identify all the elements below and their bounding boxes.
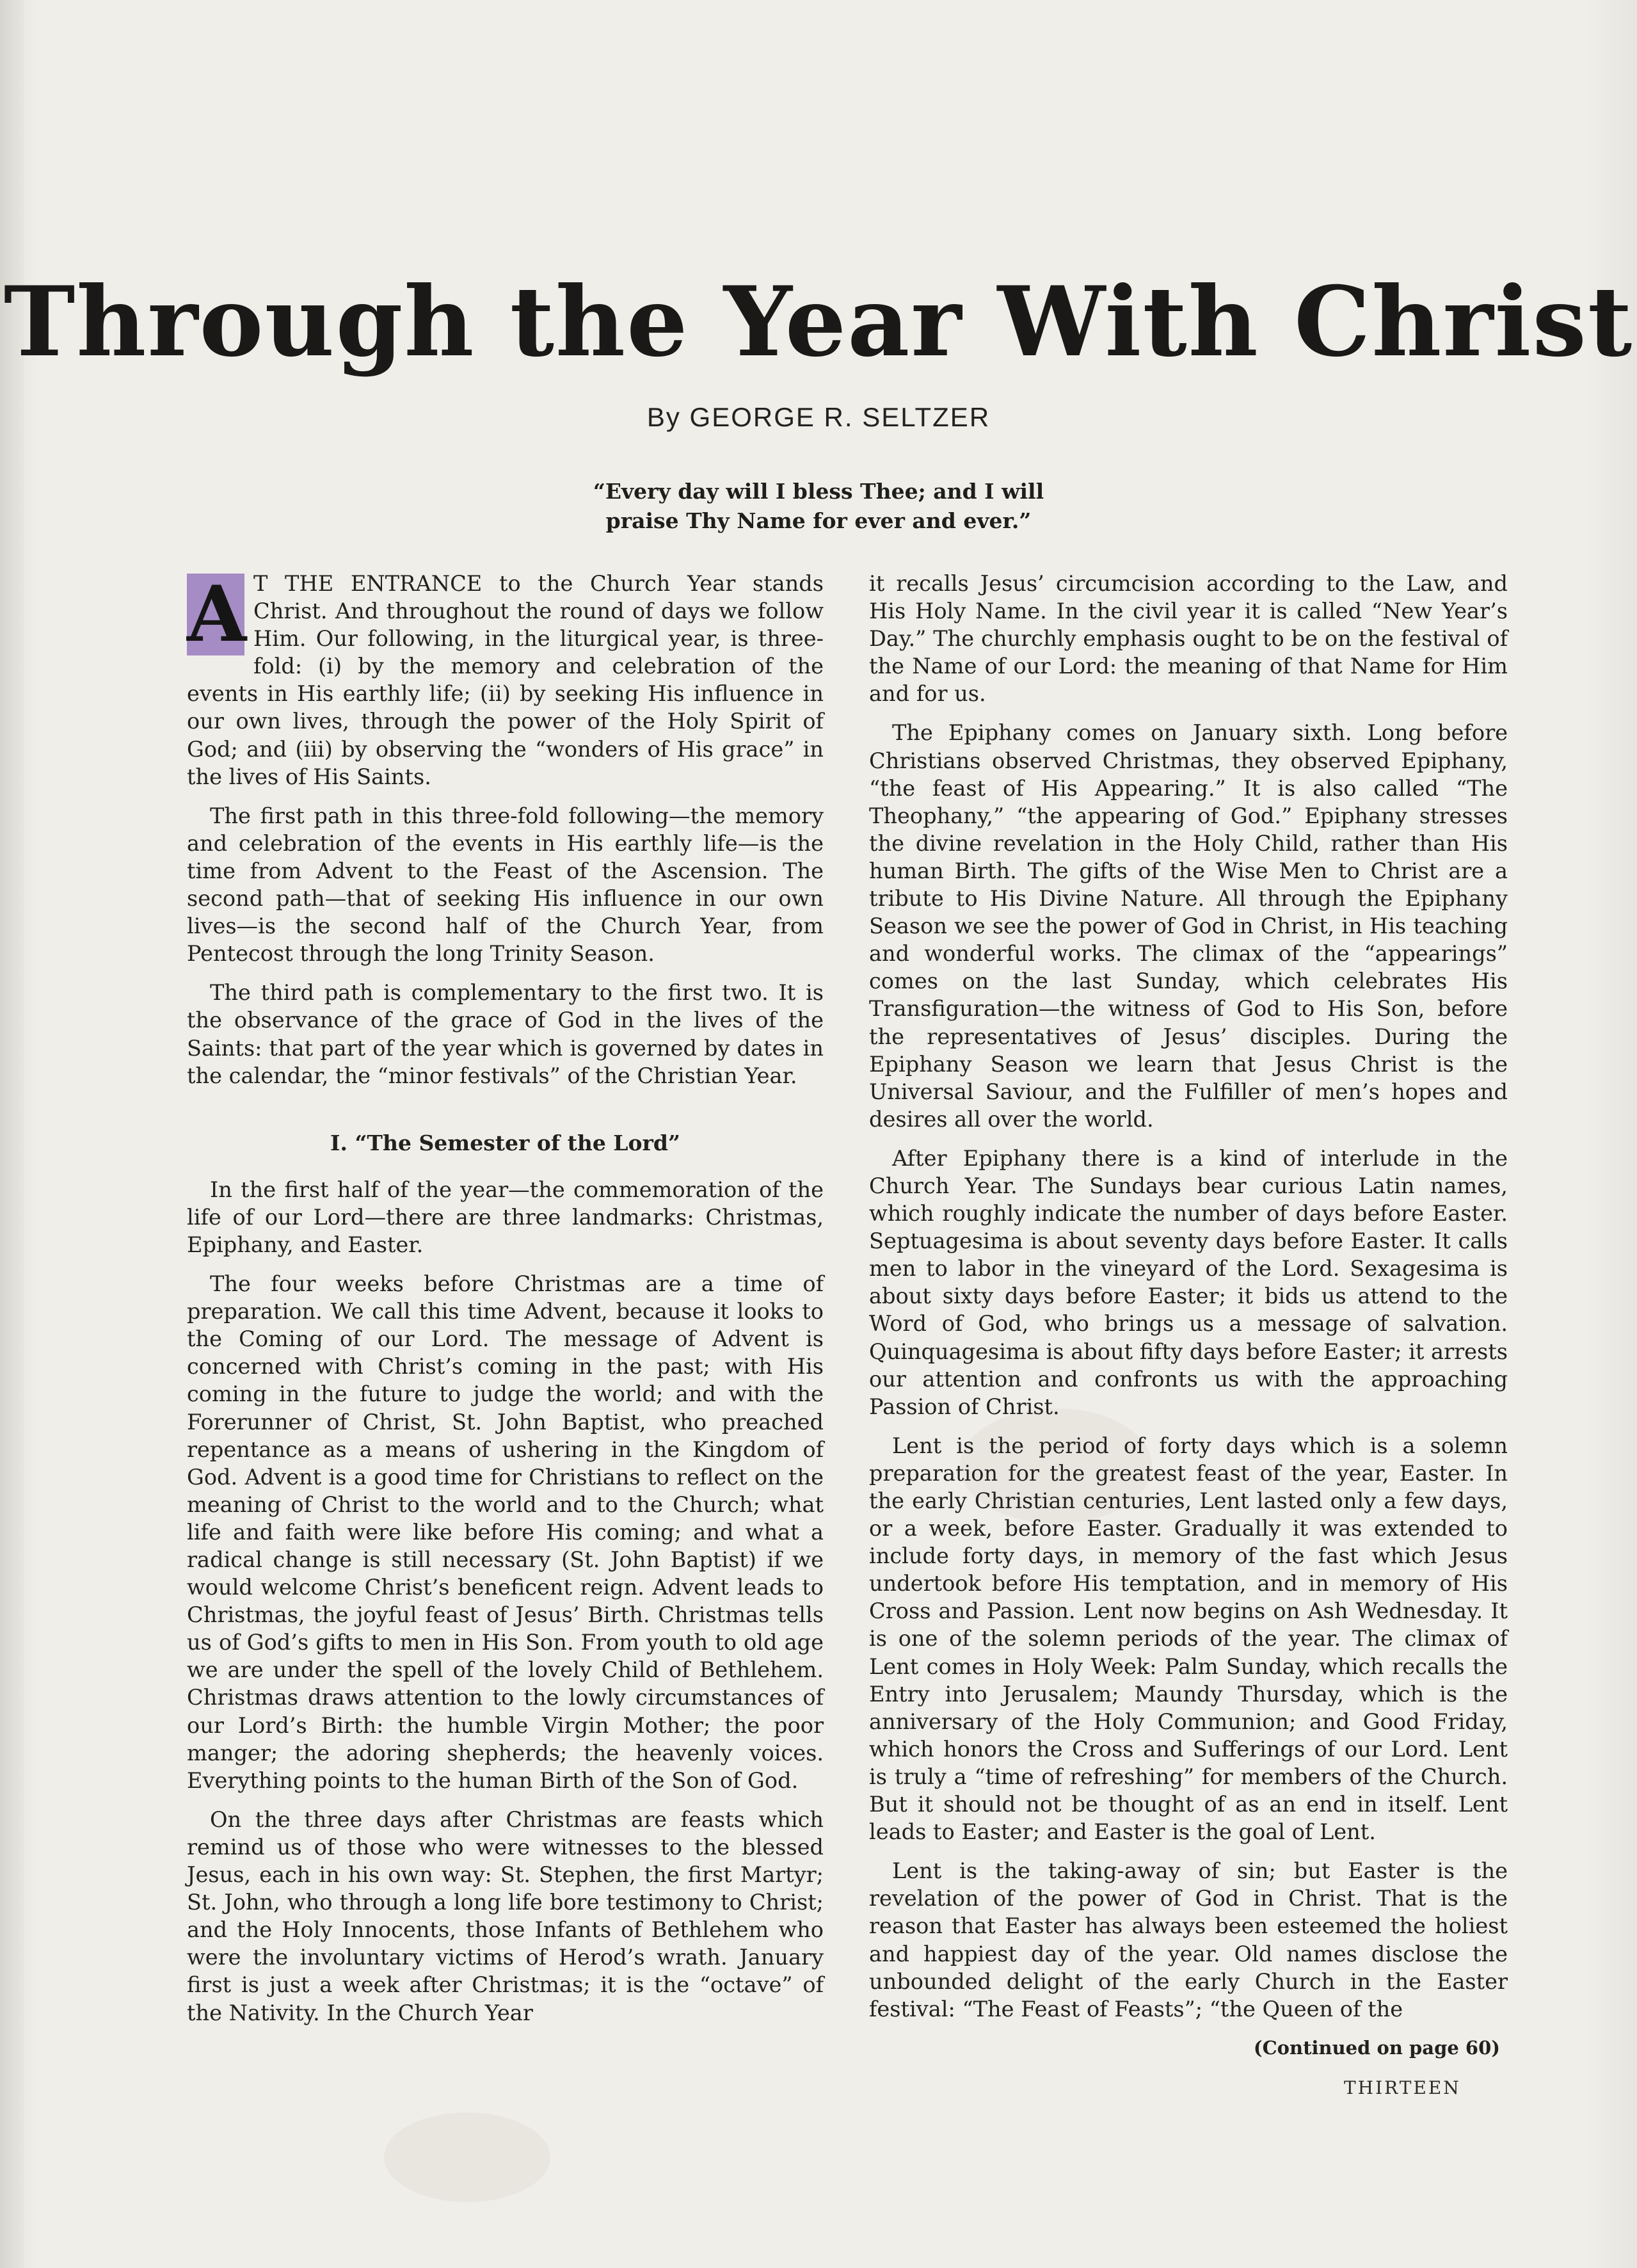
paragraph xyxy=(187,570,824,791)
epigraph-line: praise Thy Name for ever and ever.” xyxy=(605,508,1032,533)
article-byline: By GEORGE R. SELTZER xyxy=(646,402,991,432)
paragraph: Lent is the taking-away of sin; but Easter is the revelation of the power of God in Christ. That is the reason that Easter has always been esteemed the holiest and happiest day of the year. Old names disclose the unbounded delight of the early Church in the Easter festival: “The Feast of Feasts”; “the Queen of the xyxy=(869,1858,1508,2022)
paragraph: The third path is complementary to the first two. It is the observance of the grace of God in the lives of the Saints: that part of the year which is governed by dates in the calendar, the “minor festivals” of the Christian Year. xyxy=(187,980,824,1088)
article-title: Through the Year With Christ xyxy=(3,266,1634,378)
paragraph: it recalls Jesus’ circumcision according to the Law, and His Holy Name. In the civil year it is called “New Year’s Day.” The churchly emphasis ought to be on the festival of the Name of our Lord: the meaning of that Name for Him and for us. xyxy=(869,571,1508,707)
paragraph: The Epiphany comes on January sixth. Long before Christians observed Christmas, they observed Epiphany, “the feast of His Appearing.” It is also called “The Theophany,” “the appearing of God.” Epiphany stresses the divine revelation in the Holy Child, rather than His human Birth. The gifts of the Wise Men to Christ are a tribute to His Divine Nature. All through the Epiphany Season we see the power of God in Christ, in His teaching and wonderful works. The climax of the “appearings” comes on the last Sunday, which celebrates His Transfiguration—the witness of God to His Son, before the representatives of Jesus’ disciples. During the Epiphany Season we learn that Jesus Christ is the Universal Saviour, and the Fulfiller of men’s hopes and desires all over the world. xyxy=(869,720,1508,1132)
left-column xyxy=(187,570,824,2038)
paragraph: The four weeks before Christmas are a time of preparation. We call this time Advent, because it looks to the Coming of our Lord. The message of Advent is concerned with Christ’s coming in the past; with His coming in the future to judge the world; and with the Forerunner of Christ, St. John Baptist, who preached repentance as a means of ushering in the Kingdom of God. Advent is a good time for Christians to reflect on the meaning of Christ to the world and to the Church; what life and faith were like before His coming; and what a radical change is still necessary (St. John Baptist) if we would welcome Christ’s beneficent reign. Advent leads to Christmas, the joyful feast of Jesus’ Birth. Christmas tells us of God’s gifts to men in His Son. From youth to old age we are under the spell of the lovely Child of Bethlehem. Christmas draws attention to the lowly circumstances of our Lord’s Birth: the humble Virgin Mother; the poor manger; the adoring shepherds; the heavenly voices. Everything points to the human Birth of the Son of God. xyxy=(187,1271,824,1793)
paragraph-text: T THE ENTRANCE to the Church Year stands Christ. And throughout the round of days we follow Him. Our following, in the liturgical year, is three-fold: (i) by the memory and celebration of the events in His earthly life; (ii) by seeking His influence in our own lives, through the power of the Holy Spirit of God; and (iii) by observing the “wonders of His grace” in the lives of His Saints. xyxy=(187,571,824,789)
drop-cap xyxy=(187,569,247,659)
epigraph xyxy=(0,477,1637,536)
right-column xyxy=(869,570,1508,2062)
drop-cap-letter: A xyxy=(187,569,247,659)
paragraph: On the three days after Christmas are feasts which remind us of those who were witnesses to the blessed Jesus, each in his own way: St. Stephen, the first Martyr; St. John, who through a long life bore testimony to Christ; and the Holy Innocents, those Infants of Bethlehem who were the involuntary victims of Herod’s wrath. January first is just a week after Christmas; it is the “octave” of the Nativity. In the Church Year xyxy=(187,1806,824,2025)
continued-note: (Continued on page 60) xyxy=(1253,2036,1500,2059)
epigraph-line: “Every day will I bless Thee; and I will xyxy=(593,479,1044,504)
paragraph: After Epiphany there is a kind of interlude in the Church Year. The Sundays bear curious Latin names, which roughly indicate the number of days before Easter. Septuagesima is about seventy days before Easter. It calls men to labor in the vineyard of the Lord. Sexagesima is about sixty days before Easter; it bids us attend to the Word of God, who brings us a message of salvation. Quinquagesima is about fifty days before Easter; it arrests our attention and confronts us with the approaching Passion of Christ. xyxy=(869,1145,1508,1419)
page-folio: THIRTEEN xyxy=(1344,2077,1461,2098)
paper-stain xyxy=(384,2112,550,2202)
paragraph: In the first half of the year—the commemoration of the life of our Lord—there are three landmarks: Christmas, Epiphany, and Easter. xyxy=(187,1177,824,1257)
paragraph: Lent is the period of forty days which is a solemn preparation for the greatest feast of the year, Easter. In the early Christian centuries, Lent lasted only a few days, or a week, before Easter. Gradually it was extended to include forty days, in memory of the fast which Jesus undertook before His temptation, and in memory of His Cross and Passion. Lent now begins on Ash Wednesday. It is one of the solemn periods of the year. The climax of Lent comes in Holy Week: Palm Sunday, which recalls the Entry into Jerusalem; Maundy Thursday, which is the anniversary of the Holy Communion; and Good Friday, which honors the Cross and Sufferings of our Lord. Lent is truly a “time of refreshing” for members of the Church. But it should not be thought of as an end in itself. Lent leads to Easter; and Easter is the goal of Lent. xyxy=(869,1433,1508,1845)
section-heading: I. “The Semester of the Lord” xyxy=(330,1130,680,1155)
paragraph: The first path in this three-fold following—the memory and celebration of the events in His earthly life—is the time from Advent to the Feast of the Ascension. The second path—that of seeking His influence in our own lives—is the second half of the Church Year, from Pentecost through the long Trinity Season. xyxy=(187,803,824,967)
